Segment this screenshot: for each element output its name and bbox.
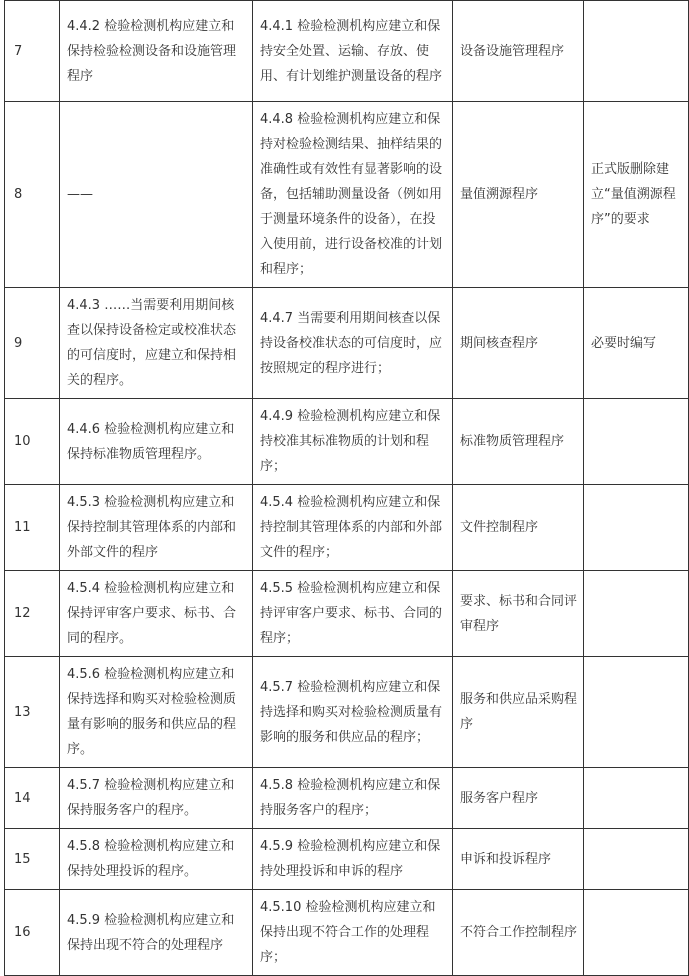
old-clause-cell: 4.5.4 检验检测机构应建立和保持评审客户要求、标书、合同的程序。	[60, 571, 253, 657]
new-clause-cell: 4.5.9 检验检测机构应建立和保持处理投诉和申诉的程序	[253, 829, 453, 890]
new-clause-cell: 4.4.9 检验检测机构应建立和保持校准其标准物质的计划和程序；	[253, 399, 453, 485]
remark-cell: 必要时编写	[584, 288, 689, 399]
table-row	[5, 485, 689, 571]
row-number: 12	[5, 571, 60, 657]
table-row	[5, 102, 689, 288]
procedure-name-cell: 要求、标书和合同评审程序	[453, 571, 584, 657]
procedure-name-cell: 不符合工作控制程序	[453, 890, 584, 976]
row-number: 16	[5, 890, 60, 976]
table-row	[5, 657, 689, 768]
row-number: 8	[5, 102, 60, 288]
table-row	[5, 768, 689, 829]
old-clause-cell: 4.4.2 检验检测机构应建立和保持检验检测设备和设施管理程序	[60, 1, 253, 102]
old-clause-cell: 4.4.3 ……当需要利用期间核查以保持设备检定或校准状态的可信度时，应建立和保持相关的程序。	[60, 288, 253, 399]
remark-cell	[584, 1, 689, 102]
remark-cell	[584, 399, 689, 485]
new-clause-cell: 4.5.5 检验检测机构应建立和保持评审客户要求、标书、合同的程序；	[253, 571, 453, 657]
old-clause-cell: 4.5.9 检验检测机构应建立和保持出现不符合的处理程序	[60, 890, 253, 976]
remark-cell: 正式版删除建立“量值溯源程序”的要求	[584, 102, 689, 288]
table-row	[5, 1, 689, 102]
new-clause-cell: 4.5.10 检验检测机构应建立和保持出现不符合工作的处理程序；	[253, 890, 453, 976]
new-clause-cell: 4.5.7 检验检测机构应建立和保持选择和购买对检验检测质量有影响的服务和供应品的程序；	[253, 657, 453, 768]
table-row	[5, 399, 689, 485]
table-row	[5, 890, 689, 976]
row-number: 9	[5, 288, 60, 399]
table-row	[5, 829, 689, 890]
table-row	[5, 571, 689, 657]
old-clause-cell: ——	[60, 102, 253, 288]
old-clause-cell: 4.5.7 检验检测机构应建立和保持服务客户的程序。	[60, 768, 253, 829]
old-clause-cell: 4.4.6 检验检测机构应建立和保持标准物质管理程序。	[60, 399, 253, 485]
procedure-name-cell: 服务和供应品采购程序	[453, 657, 584, 768]
procedure-name-cell: 文件控制程序	[453, 485, 584, 571]
procedure-name-cell: 设备设施管理程序	[453, 1, 584, 102]
remark-cell	[584, 768, 689, 829]
new-clause-cell: 4.4.7 当需要利用期间核查以保持设备校准状态的可信度时，应按照规定的程序进行；	[253, 288, 453, 399]
procedure-name-cell: 申诉和投诉程序	[453, 829, 584, 890]
table-row	[5, 288, 689, 399]
procedure-name-cell: 服务客户程序	[453, 768, 584, 829]
old-clause-cell: 4.5.3 检验检测机构应建立和保持控制其管理体系的内部和外部文件的程序	[60, 485, 253, 571]
row-number: 10	[5, 399, 60, 485]
procedure-name-cell: 期间核查程序	[453, 288, 584, 399]
row-number: 15	[5, 829, 60, 890]
procedure-comparison-table	[4, 0, 689, 976]
remark-cell	[584, 829, 689, 890]
old-clause-cell: 4.5.6 检验检测机构应建立和保持选择和购买对检验检测质量有影响的服务和供应品的程序。	[60, 657, 253, 768]
procedure-name-cell: 量值溯源程序	[453, 102, 584, 288]
new-clause-cell: 4.5.4 检验检测机构应建立和保持控制其管理体系的内部和外部文件的程序；	[253, 485, 453, 571]
procedure-name-cell: 标准物质管理程序	[453, 399, 584, 485]
row-number: 14	[5, 768, 60, 829]
row-number: 7	[5, 1, 60, 102]
remark-cell	[584, 657, 689, 768]
new-clause-cell: 4.4.1 检验检测机构应建立和保持安全处置、运输、存放、使用、有计划维护测量设备的程序	[253, 1, 453, 102]
new-clause-cell: 4.4.8 检验检测机构应建立和保持对检验检测结果、抽样结果的准确性或有效性有显著影响的设备，包括辅助测量设备（例如用于测量环境条件的设备），在投入使用前，进行设备校准的计划和程序；	[253, 102, 453, 288]
remark-cell	[584, 890, 689, 976]
row-number: 11	[5, 485, 60, 571]
old-clause-cell: 4.5.8 检验检测机构应建立和保持处理投诉的程序。	[60, 829, 253, 890]
remark-cell	[584, 571, 689, 657]
row-number: 13	[5, 657, 60, 768]
remark-cell	[584, 485, 689, 571]
new-clause-cell: 4.5.8 检验检测机构应建立和保持服务客户的程序；	[253, 768, 453, 829]
